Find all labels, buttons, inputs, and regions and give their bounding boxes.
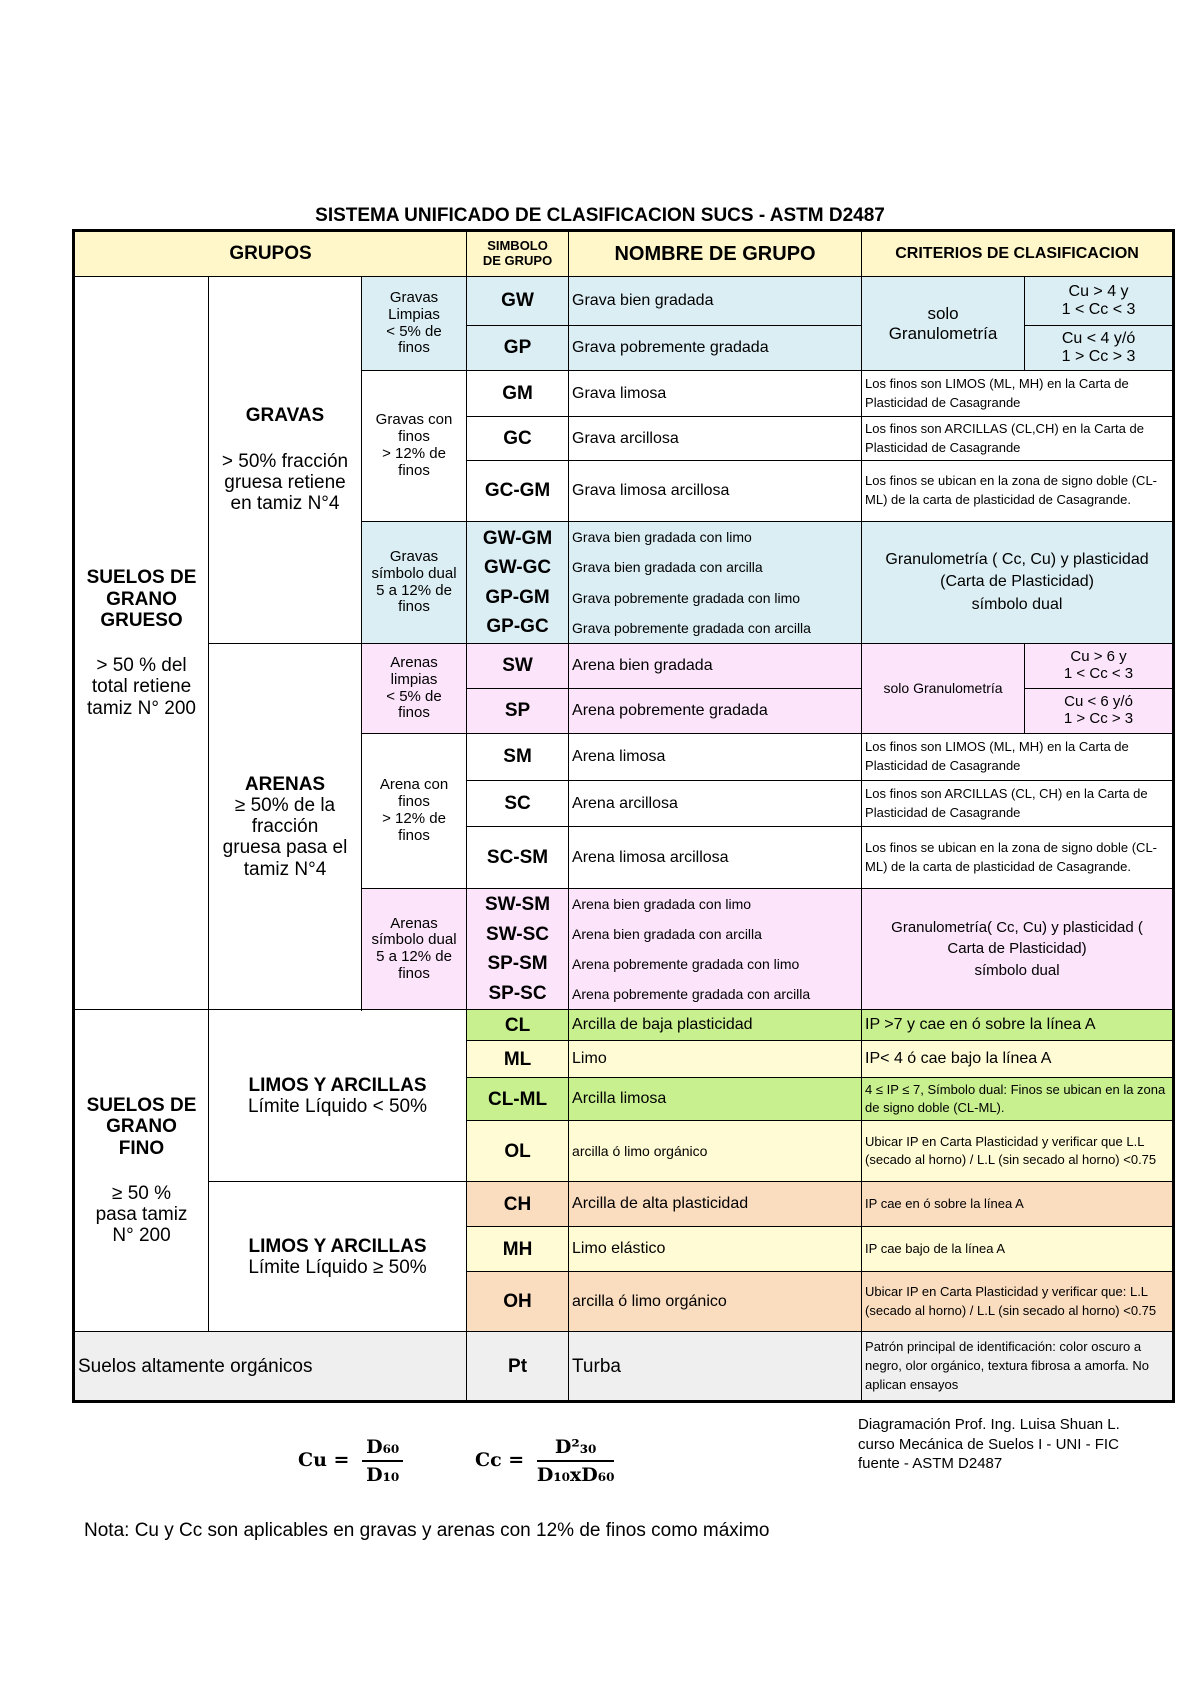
header-simbolo-line1: SIMBOLO: [487, 238, 548, 254]
criterio-arenas-dual-line2: Carta de Plasticidad): [947, 940, 1087, 958]
arenas-confinos-line: finos: [398, 826, 430, 844]
symbol-sm: SM: [467, 734, 569, 781]
name-sw: Arena bien gradada: [569, 644, 862, 689]
criterio-sp: [1025, 689, 1174, 734]
criterio-gw-line1: Cu > 4 y: [1068, 283, 1129, 301]
criterio-gc-gm: Los finos se ubican en la zona de signo doble (CL-ML) de la carta de plasticidad de Casagrande.: [862, 461, 1174, 522]
name-gw: Grava bien gradada: [569, 277, 862, 326]
gravas-title: GRAVAS: [245, 405, 325, 427]
arenas-dual-line: símbolo dual: [371, 931, 457, 949]
table-row: [74, 1010, 1174, 1041]
criterio-sc: Los finos son ARCILLAS (CL, CH) en la Carta de Plasticidad de Casagrande: [862, 781, 1174, 827]
credit-line: fuente - ASTM D2487: [858, 1455, 1003, 1472]
arenas-dual-line: Arenas: [390, 914, 438, 932]
gravas-confinos-line: > 12% de: [382, 445, 446, 462]
name-sp-sm: Arena pobremente gradada con limo: [572, 956, 800, 973]
arenas-confinos-line: > 12% de: [382, 810, 446, 827]
formula-cu-denominator: D₁₀: [366, 1464, 400, 1486]
arenas-limpias-line: finos: [398, 704, 430, 722]
criterio-gp-line1: Cu < 4 y/ó: [1061, 330, 1136, 348]
symbol-sw-sm: SW-SM: [485, 894, 551, 916]
gravas-dual-cell: [362, 522, 467, 644]
arenas-title: ARENAS: [244, 773, 326, 795]
criterio-ch: IP cae en ó sobre la línea A: [862, 1182, 1174, 1227]
gravas-con-finos-cell: [362, 371, 467, 522]
symbol-gw: GW: [467, 277, 569, 326]
table-row: [74, 644, 1174, 689]
gravas-confinos-line: Gravas con: [375, 411, 453, 429]
symbol-cl-ml: CL-ML: [467, 1078, 569, 1121]
gravas-dual-line: símbolo dual: [371, 564, 457, 582]
header-simbolo: [467, 231, 569, 277]
criterio-gravas-dual-line3: símbolo dual: [971, 595, 1063, 613]
fino-title-2: GRANO: [106, 1116, 177, 1138]
symbol-gc-gm: GC-GM: [467, 461, 569, 522]
gravas-limpias-cell: [362, 277, 467, 371]
formula-cc-denominator: D₁₀xD₆₀: [536, 1464, 615, 1486]
gravas-dual-symbols: [467, 522, 569, 644]
symbol-sc-sm: SC-SM: [467, 827, 569, 889]
formula-cc-numerator: D²₃₀: [537, 1436, 615, 1462]
formula-cu-fraction: [362, 1436, 403, 1486]
criterio-arenas-dual-line1: Granulometría( Cc, Cu) y plasticidad (: [891, 918, 1143, 936]
formula-cc-lhs: Cc =: [475, 1449, 525, 1471]
gravas-dual-line: 5 a 12% de: [376, 581, 452, 599]
credit-line: Diagramación Prof. Ing. Luisa Shuan L.: [858, 1416, 1120, 1433]
criterio-sp-line1: Cu < 6 y/ó: [1064, 693, 1133, 711]
symbol-pt: Pt: [467, 1332, 569, 1402]
criterio-ml: IP< 4 ó cae bajo la línea A: [862, 1041, 1174, 1078]
grueso-desc-1: > 50 % del: [96, 655, 187, 677]
name-cl-ml: Arcilla limosa: [569, 1078, 862, 1121]
gravas-dual-line: finos: [398, 598, 430, 616]
symbol-sp-sm: SP-SM: [487, 953, 548, 975]
sucs-table: [72, 229, 1175, 1403]
criterio-solo-line2: Granulometría: [888, 323, 998, 343]
name-gc-gm: Grava limosa arcillosa: [569, 461, 862, 522]
criterio-gp: [1025, 326, 1174, 371]
credit-block: [858, 1415, 1120, 1474]
header-nombre: NOMBRE DE GRUPO: [569, 231, 862, 277]
header-grupos: GRUPOS: [74, 231, 467, 277]
gravas-limpias-line: Limpias: [388, 305, 440, 323]
gravas-limpias-line: < 5% de: [386, 322, 442, 340]
grueso-title-1: SUELOS DE: [86, 567, 197, 589]
symbol-cl: CL: [467, 1010, 569, 1041]
arenas-desc-3: gruesa pasa el: [222, 837, 348, 859]
suelos-organicos-label: Suelos altamente orgánicos: [74, 1332, 467, 1402]
symbol-gm: GM: [467, 371, 569, 417]
arenas-cell: [209, 644, 362, 1010]
criterio-solo-line1: solo: [927, 304, 959, 324]
criterio-sw-line2: 1 < Cc < 3: [1063, 665, 1134, 682]
name-sc: Arena arcillosa: [569, 781, 862, 827]
gravas-dual-names: [569, 522, 862, 644]
arenas-dual-cell: [362, 889, 467, 1010]
name-ml: Limo: [569, 1041, 862, 1078]
criterio-sc-sm: Los finos se ubican en la zona de signo doble (CL-ML) de la carta de plasticidad de Casagrande.: [862, 827, 1174, 889]
criterio-arenas-solo: solo Granulometría: [862, 644, 1025, 734]
grueso-desc-2: total retiene: [91, 676, 192, 698]
name-sm: Arena limosa: [569, 734, 862, 781]
name-pt: Turba: [569, 1332, 862, 1402]
gravas-desc-3: en tamiz N°4: [230, 493, 340, 515]
arenas-desc-2: fracción: [251, 816, 319, 838]
criterio-arenas-dual-line3: símbolo dual: [974, 962, 1060, 980]
criterio-gm: Los finos son LIMOS (ML, MH) en la Carta de Plasticidad de Casagrande: [862, 371, 1174, 417]
fino-low-desc: Límite Líquido < 50%: [247, 1095, 428, 1117]
gravas-confinos-line: finos: [398, 428, 430, 446]
name-cl: Arcilla de baja plasticidad: [569, 1010, 862, 1041]
header-simbolo-line2: DE GRUPO: [482, 253, 553, 268]
name-gp-gm: Grava pobremente gradada con limo: [572, 589, 801, 606]
name-ch: Arcilla de alta plasticidad: [569, 1182, 862, 1227]
name-sw-sc: Arena bien gradada con arcilla: [572, 926, 762, 943]
table-row: [74, 1332, 1174, 1402]
symbol-sw-sc: SW-SC: [486, 923, 549, 945]
arenas-desc-1: ≥ 50% de la: [234, 794, 336, 816]
suelos-grano-fino-cell: [74, 1010, 209, 1332]
name-oh: arcilla ó limo orgánico: [569, 1272, 862, 1332]
criterio-pt: Patrón principal de identificación: color oscuro a negro, olor orgánico, textura fibrosa a amorfa. No aplican ensayos: [862, 1332, 1174, 1402]
criterio-gravas-dual: [862, 522, 1174, 644]
symbol-sp: SP: [467, 689, 569, 734]
symbol-sw: SW: [467, 644, 569, 689]
arenas-dual-line: 5 a 12% de: [376, 948, 452, 966]
arenas-con-finos-cell: [362, 734, 467, 889]
grueso-desc-3: tamiz N° 200: [87, 697, 196, 719]
criterio-sw-line1: Cu > 6 y: [1070, 648, 1127, 666]
criterio-solo-granulometria: [862, 277, 1025, 371]
table-row: [74, 277, 1174, 326]
symbol-sp-sc: SP-SC: [488, 982, 547, 1004]
fino-desc-3: N° 200: [112, 1225, 171, 1247]
criterio-sm: Los finos son LIMOS (ML, MH) en la Carta de Plasticidad de Casagrande: [862, 734, 1174, 781]
arenas-limpias-line: < 5% de: [386, 687, 442, 705]
gravas-confinos-line: finos: [398, 461, 430, 479]
limos-arcillas-baja-cell: [209, 1010, 467, 1182]
criterio-gp-line2: 1 > Cc > 3: [1061, 348, 1136, 365]
header-criterios: CRITERIOS DE CLASIFICACION: [862, 231, 1174, 277]
fino-title-3: FINO: [118, 1137, 165, 1159]
symbol-ch: CH: [467, 1182, 569, 1227]
arenas-desc-4: tamiz N°4: [243, 858, 327, 880]
name-sc-sm: Arena limosa arcillosa: [569, 827, 862, 889]
symbol-sc: SC: [467, 781, 569, 827]
gravas-limpias-line: Gravas: [389, 288, 439, 306]
suelos-grano-grueso-cell: [74, 277, 209, 1010]
formula-cu-numerator: D₆₀: [362, 1436, 403, 1462]
name-sw-sm: Arena bien gradada con limo: [572, 896, 752, 912]
name-gm: Grava limosa: [569, 371, 862, 417]
symbol-gw-gm: GW-GM: [482, 527, 553, 549]
symbol-gp: GP: [467, 326, 569, 371]
name-gp-gc: Grava pobremente gradada con arcilla: [572, 619, 811, 636]
symbol-ol: OL: [467, 1121, 569, 1182]
symbol-oh: OH: [467, 1272, 569, 1332]
symbol-gc: GC: [467, 417, 569, 461]
criterio-gw-line2: 1 < Cc < 3: [1061, 301, 1136, 318]
criterio-arenas-dual: [862, 889, 1174, 1010]
name-sp: Arena pobremente gradada: [569, 689, 862, 734]
formula-cu: [298, 1436, 403, 1486]
fino-desc-2: pasa tamiz: [95, 1204, 188, 1226]
symbol-ml: ML: [467, 1041, 569, 1078]
arenas-limpias-cell: [362, 644, 467, 734]
formula-cc: [475, 1436, 614, 1486]
criterio-ol: Ubicar IP en Carta Plasticidad y verificar que L.L (secado al horno) / L.L (sin secado al horno) <0.75: [862, 1121, 1174, 1182]
arenas-confinos-line: finos: [398, 793, 430, 811]
symbol-mh: MH: [467, 1227, 569, 1272]
criterio-oh: Ubicar IP en Carta Plasticidad y verificar que: L.L (secado al horno) / L.L (sin secado al horno) <0.75: [862, 1272, 1174, 1332]
gravas-limpias-line: finos: [398, 339, 430, 357]
name-gw-gm: Grava bien gradada con limo: [572, 529, 752, 546]
arenas-limpias-line: Arenas: [390, 653, 438, 671]
fino-low-title: LIMOS Y ARCILLAS: [248, 1074, 427, 1096]
criterio-gravas-dual-line2: (Carta de Plasticidad): [940, 573, 1094, 591]
criterio-cl-ml: 4 ≤ IP ≤ 7, Símbolo dual: Finos se ubican en la zona de signo doble (CL-ML).: [862, 1078, 1174, 1121]
symbol-gp-gm: GP-GM: [485, 586, 550, 608]
footnote: Nota: Cu y Cc son aplicables en gravas y arenas con 12% de finos como máximo: [84, 1520, 770, 1541]
arenas-dual-names: [569, 889, 862, 1010]
page-title: SISTEMA UNIFICADO DE CLASIFICACION SUCS - ASTM D2487: [315, 205, 885, 226]
name-gc: Grava arcillosa: [569, 417, 862, 461]
arenas-dual-symbols: [467, 889, 569, 1010]
gravas-cell: [209, 277, 362, 644]
name-gp: Grava pobremente gradada: [569, 326, 862, 371]
table-row: [74, 1182, 1174, 1227]
formula-cu-lhs: Cu =: [298, 1449, 350, 1471]
grueso-title-3: GRUESO: [100, 609, 183, 631]
name-ol: arcilla ó limo orgánico: [569, 1121, 862, 1182]
arenas-dual-line: finos: [398, 964, 430, 982]
criterio-cl: IP >7 y cae en ó sobre la línea A: [862, 1010, 1174, 1041]
criterio-sw: [1025, 644, 1174, 689]
name-gw-gc: Grava bien gradada con arcilla: [572, 559, 763, 576]
formula-cc-fraction: [537, 1436, 615, 1486]
fino-high-desc: Límite Líquido ≥ 50%: [248, 1256, 427, 1278]
criterio-sp-line2: 1 > Cc > 3: [1063, 710, 1134, 727]
criterio-gw: [1025, 277, 1174, 326]
gravas-desc-2: gruesa retiene: [224, 472, 346, 493]
gravas-desc-1: > 50% fracción: [221, 450, 349, 472]
name-mh: Limo elástico: [569, 1227, 862, 1272]
fino-desc-1: ≥ 50 %: [111, 1182, 171, 1204]
criterio-gc: Los finos son ARCILLAS (CL,CH) en la Carta de Plasticidad de Casagrande: [862, 417, 1174, 461]
name-sp-sc: Arena pobremente gradada con arcilla: [572, 986, 811, 1003]
symbol-gp-gc: GP-GC: [486, 615, 549, 637]
grueso-title-2: GRANO: [106, 588, 177, 610]
arenas-limpias-line: limpias: [390, 670, 438, 688]
fino-high-title: LIMOS Y ARCILLAS: [248, 1235, 427, 1257]
table-header: [74, 231, 1174, 277]
credit-line: curso Mecánica de Suelos I - UNI - FIC: [858, 1435, 1119, 1453]
arenas-confinos-line: Arena con: [379, 776, 449, 794]
fino-title-1: SUELOS DE: [86, 1095, 197, 1117]
criterio-gravas-dual-line1: Granulometría ( Cc, Cu) y plasticidad: [885, 550, 1149, 568]
symbol-gw-gc: GW-GC: [483, 557, 552, 579]
limos-arcillas-alta-cell: [209, 1182, 467, 1332]
gravas-dual-line: Gravas: [389, 547, 439, 565]
criterio-mh: IP cae bajo de la línea A: [862, 1227, 1174, 1272]
